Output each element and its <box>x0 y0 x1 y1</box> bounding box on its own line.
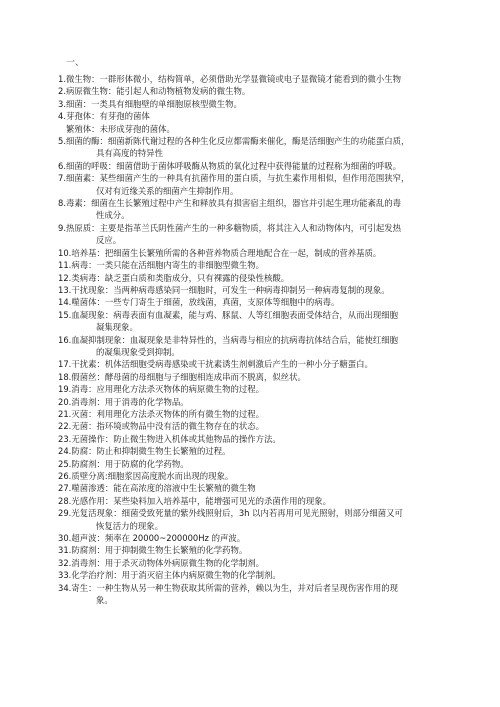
definition-text: 24.防腐：防止和抑制微生物生长繁殖的过程。 <box>58 446 231 457</box>
definition-item <box>58 582 490 607</box>
definition-text: 18.假菌丝：酵母菌的母细胞与子细胞相连成串而不脱离，似丝状。 <box>58 371 306 382</box>
definition-item <box>58 420 490 432</box>
definition-continuation: 的凝集现象受到抑制。 <box>96 346 180 357</box>
definition-text: 31.防腐剂：用于抑制微生物生长繁殖的化学药物。 <box>58 545 248 556</box>
definition-text: 26.质壁分离:细胞浆因高度脱水而出现的现象。 <box>58 471 234 481</box>
definition-text: 15.血凝现象：病毒表面有血凝素，能与鸡、豚鼠、人等红细胞表面受体结合，从而出现细胞 <box>58 309 398 320</box>
definition-text: 1.微生物：一群形体微小，结构简单，必须借助光学显微镜或电子显微镜才能看到的微小生物 <box>58 74 401 84</box>
definition-list <box>58 73 490 606</box>
definition-text: 4.芽孢体：有芽孢的菌体 <box>58 111 150 122</box>
definition-continuation: 仅对有近缘关系的细菌产生抑制作用。 <box>96 185 239 196</box>
definition-item <box>58 495 490 507</box>
definition-text: 5.细菌的酶：细菌新陈代谢过程的各种生化反应都需酶来催化，酶是活细胞产生的功能蛋白质， <box>58 136 410 147</box>
definition-text: 13.干扰现象：当两种病毒感染同一细胞时，可发生一种病毒抑制另一种病毒复制的现象。 <box>58 284 390 295</box>
definition-item <box>58 408 490 420</box>
definition-continuation: 凝集现象。 <box>96 322 138 333</box>
definition-item <box>58 272 490 284</box>
definition-text: 14.噬菌体：一些专门寄生于细菌，放线菌，真菌，支原体等细胞中的病毒。 <box>58 297 340 308</box>
definition-text: 32.消毒剂：用于杀灭动物体外病原微生物的化学制剂。 <box>58 557 264 568</box>
definition-text: 16.血凝抑制现象：血凝现象是非特异性的，当病毒与相应的抗病毒抗体结合后，能使红细胞 <box>58 334 398 345</box>
definition-text: 28.光感作用：某些染料加入培养基中，能增强可见光的杀菌作用的现象。 <box>58 495 331 506</box>
definition-item <box>58 296 490 308</box>
definition-item <box>58 445 490 457</box>
definition-item <box>58 85 490 97</box>
definition-text: 6.细菌的呼吸：细菌借助于菌体呼吸酶从物质的氧化过程中获得能量的过程称为细菌的呼吸。 <box>58 160 401 171</box>
definition-item <box>58 172 490 197</box>
definition-text: 29.光复活现象：细菌受致死量的紫外线照射后，3h 以内若再用可见光照射，则部分细菌又可 <box>58 508 403 519</box>
definition-text: 8.毒素：细菌在生长繁殖过程中产生和释放具有损害宿主组织，器官并引起生理功能紊乱的毒 <box>58 198 401 209</box>
definition-item <box>58 532 490 544</box>
definition-text: 3.细菌：一类具有细胞壁的单细胞原核型微生物。 <box>58 98 242 109</box>
definition-item <box>58 73 490 85</box>
definition-text: 7.细菌素：某些细菌产生的一种具有抗菌作用的蛋白质，与抗生素作用相似，但作用范围狭窄， <box>58 173 410 184</box>
definition-item <box>58 284 490 296</box>
definition-text: 20.消毒剂：用于消毒的化学物品。 <box>58 396 189 407</box>
definition-continuation: 具有高度的特异性 <box>96 148 163 159</box>
definition-item <box>58 544 490 556</box>
definition-text: 25.防腐剂：用于防腐的化学药物。 <box>58 458 189 469</box>
definition-item <box>58 259 490 271</box>
definition-item <box>58 160 490 172</box>
definition-item <box>58 507 490 532</box>
definition-item <box>58 135 490 160</box>
definition-item <box>58 358 490 370</box>
definition-item <box>58 334 490 359</box>
definition-item <box>58 383 490 395</box>
section-heading: 一、 <box>66 58 85 68</box>
definition-item <box>58 371 490 383</box>
definition-text: 33.化学治疗剂：用于消灭宿主体内病原微生物的化学制剂。 <box>58 570 281 581</box>
definition-item <box>58 557 490 569</box>
definition-text: 19.消毒：应用理化方法杀灭物体的病原微生物的过程。 <box>58 384 264 395</box>
definition-item <box>58 482 490 494</box>
definition-text: 23.无菌操作：防止微生物进入机体或其他物品的操作方法。 <box>58 433 281 444</box>
definition-item <box>58 569 490 581</box>
definition-continuation: 恢复活力的现象。 <box>96 520 163 531</box>
definition-text: 22.无菌：指环境或物品中没有活的微生物存在的状态。 <box>58 421 264 432</box>
definition-text: 21.灭菌：利用理化方法杀灭物体的所有微生物的过程。 <box>58 408 264 419</box>
definition-item <box>58 433 490 445</box>
definition-text: 27.噬菌渗透：能在高浓度的溶液中生长繁殖的微生物 <box>58 483 256 494</box>
definition-item <box>58 396 490 408</box>
definition-text: 17.干扰素：机体活细胞受病毒感染或干扰素诱生剂刺激后产生的一种小分子糖蛋白。 <box>58 359 373 370</box>
definition-text: 30.超声波：频率在 20000~200000Hz 的声波。 <box>58 533 246 544</box>
definition-item <box>58 470 490 482</box>
definition-continuation: 反应。 <box>96 235 122 246</box>
definition-item <box>58 309 490 334</box>
definition-item <box>58 197 490 222</box>
definition-continuation: 性成分。 <box>96 210 130 221</box>
definition-text: 10.培养基：把细菌生长繁殖所需的各种营养物质合理地配合在一起，制成的营养基质。 <box>58 247 382 258</box>
definition-item <box>58 110 490 122</box>
definition-item <box>58 458 490 470</box>
definition-text: 繁殖体：未形成芽孢的菌体。 <box>66 123 175 134</box>
definition-item <box>58 222 490 247</box>
definition-text: 2.病原微生物：能引起人和动物植物发病的微生物。 <box>58 86 251 97</box>
definition-text: 34.寄生：一种生物从另一种生物获取其所需的营养，赖以为生，并对后者呈现伤害作用的现 <box>58 582 398 593</box>
definition-item <box>58 247 490 259</box>
definition-item <box>58 98 490 110</box>
definition-text: 11.病毒：一类只能在活细胞内寄生的非细胞型微生物。 <box>58 260 264 271</box>
definition-item <box>58 123 490 135</box>
definition-continuation: 象。 <box>96 595 113 606</box>
definition-text: 12.类病毒：缺乏蛋白质和类脂成分，只有裸露的侵染性核酸。 <box>58 272 290 283</box>
definition-text: 9.热原质：主要是指革兰氏阴性菌产生的一种多糖物质，将其注入人和动物体内，可引起发热 <box>58 222 401 233</box>
